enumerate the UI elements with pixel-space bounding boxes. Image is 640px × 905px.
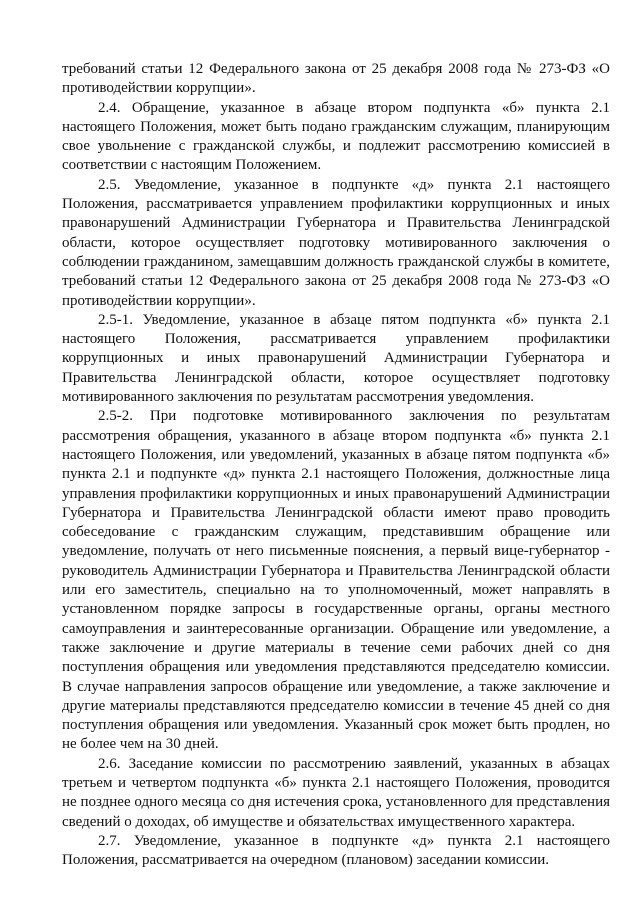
paragraph-2-4: 2.4. Обращение, указанное в абзаце втором подпункта «б» пункта 2.1 настоящего Положения, может быть подано гражданским служащим, планирующим свое увольнение с гражданской службы, и подлежит рассмотрению комиссией в соответствии с настоящим Положением.: [62, 99, 610, 174]
paragraph-2-5-2: 2.5-2. При подготовке мотивированного заключения по результатам рассмотрения обращения, указанного в абзаце втором подпункта «б» пункта 2.1 настоящего Положения, или уведомлений, указанных в абзаце пятом подпункта «б» пункта 2.1 и подпункте «д» пункта 2.1 настоящего Положения, должностные лица управления профилактики коррупционных и иных правонарушений Администрации Губернатора и Правительства Ленинградской области имеют право проводить собеседование с гражданским служащим, представившим обращение или уведомление, получать от него письменные пояснения, а первый вице-губернатор - руководитель Администрации Губернатора и Правительства Ленинградской области или его заместитель, специально на то уполномоченный, может направлять в установленном порядке запросы в государственные органы, органы местного самоуправления и заинтересованные организации. Обращение или уведомление, а также заключение и другие материалы в течение семи рабочих дней со дня поступления обращения или уведомления представляются председателю комиссии. В случае направления запросов обращение или уведомление, а также заключение и другие материалы представляются председателю комиссии в течение 45 дней со дня поступления обращения или уведомления. Указанный срок может быть продлен, но не более чем на 30 дней.: [62, 408, 610, 753]
paragraph-2-7: 2.7. Уведомление, указанное в подпункте «д» пункта 2.1 настоящего Положения, рассматривается на очередном (плановом) заседании комиссии.: [62, 832, 610, 869]
paragraph-2-5: 2.5. Уведомление, указанное в подпункте «д» пункта 2.1 настоящего Положения, рассматривается управлением профилактики коррупционных и иных правонарушений Администрации Губернатора и Правительства Ленинградской области, которое осуществляет подготовку мотивированного заключения о соблюдении гражданином, замещавшим должность гражданской службы в комитете, требований статьи 12 Федерального закона от 25 декабря 2008 года № 273-ФЗ «О противодействии коррупции».: [62, 176, 610, 309]
paragraph-2-5-1: 2.5-1. Уведомление, указанное в абзаце пятом подпункта «б» пункта 2.1 настоящего Положения, рассматривается управлением профилактики коррупционных и иных правонарушений Администрации Губернатора и Правительства Ленинградской области, которое осуществляет подготовку мотивированного заключения по результатам рассмотрения уведомления.: [62, 311, 610, 406]
paragraph-2-6: 2.6. Заседание комиссии по рассмотрению заявлений, указанных в абзацах третьем и четвертом подпункта «б» пункта 2.1 настоящего Положения, проводится не позднее одного месяца со дня истечения срока, установленного для представления сведений о доходах, об имуществе и обязательствах имущественного характера.: [62, 755, 610, 830]
paragraph-continuation: требований статьи 12 Федерального закона от 25 декабря 2008 года № 273-ФЗ «О противодействии коррупции».: [62, 61, 610, 97]
document-page: [62, 60, 610, 870]
